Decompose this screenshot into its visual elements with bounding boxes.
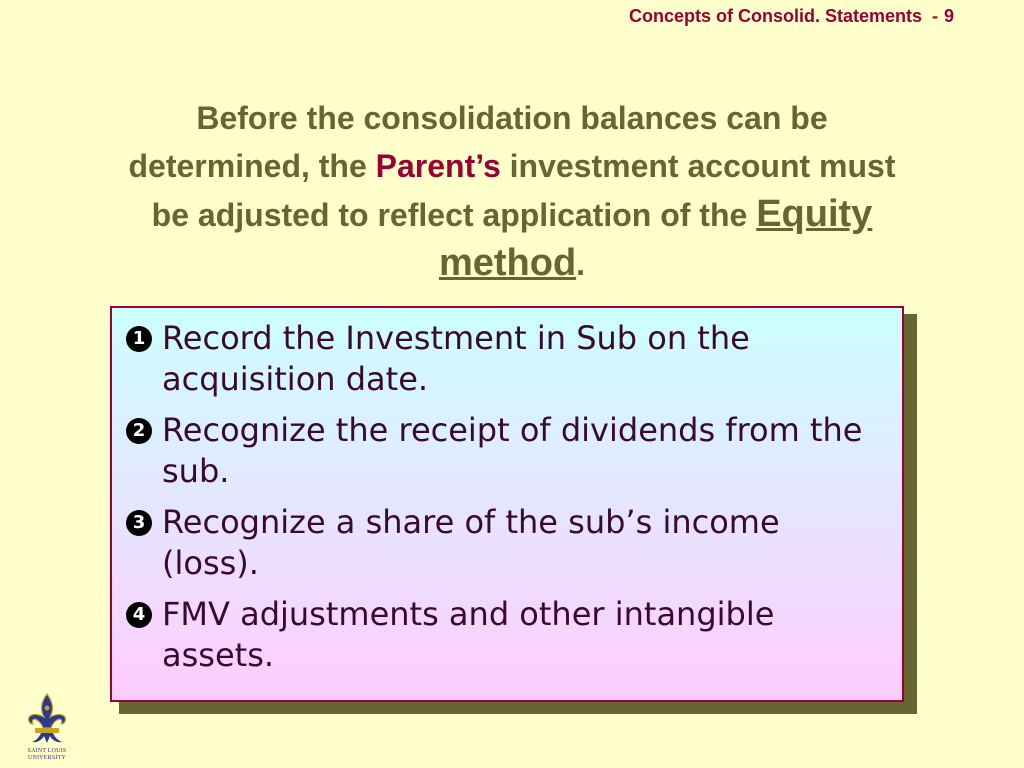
step-text: FMV adjustments and other intangible assets. bbox=[162, 595, 775, 674]
step-item bbox=[126, 594, 872, 676]
steps-list bbox=[126, 318, 872, 676]
header-separator: - bbox=[931, 6, 938, 26]
intro-text-part1: Before the consolidation balances can be determined, the bbox=[128, 100, 828, 184]
step-item bbox=[126, 502, 872, 584]
slide-header bbox=[629, 6, 954, 27]
step-text: Recognize a share of the sub’s income (loss). bbox=[162, 503, 780, 582]
university-logo bbox=[22, 690, 72, 764]
page-number: 9 bbox=[943, 6, 954, 26]
numbered-bullet-icon: 1 bbox=[126, 326, 152, 352]
step-text: Record the Investment in Sub on the acquisition date. bbox=[162, 319, 750, 398]
slide-title: Concepts of Consolid. Statements bbox=[628, 6, 922, 26]
intro-text-end: . bbox=[576, 246, 586, 282]
step-item bbox=[126, 410, 872, 492]
numbered-bullet-icon: 4 bbox=[126, 602, 152, 628]
step-text: Recognize the receipt of dividends from the sub. bbox=[162, 411, 863, 490]
logo-text-line1: SAINT LOUIS bbox=[27, 748, 67, 754]
numbered-bullet-icon: 2 bbox=[126, 418, 152, 444]
intro-parent-term: Parent’s bbox=[375, 148, 501, 184]
intro-text-part2: investment account must be adjusted to reflect application of the bbox=[151, 148, 896, 233]
logo-text-line2: UNIVERSITY bbox=[28, 755, 66, 761]
numbered-bullet-icon: 3 bbox=[126, 510, 152, 536]
intro-paragraph bbox=[112, 94, 912, 288]
intro-equity-method-term: Equity method bbox=[438, 193, 873, 284]
steps-box bbox=[110, 306, 904, 702]
step-item bbox=[126, 318, 872, 400]
fleur-de-lis-icon bbox=[22, 690, 72, 748]
